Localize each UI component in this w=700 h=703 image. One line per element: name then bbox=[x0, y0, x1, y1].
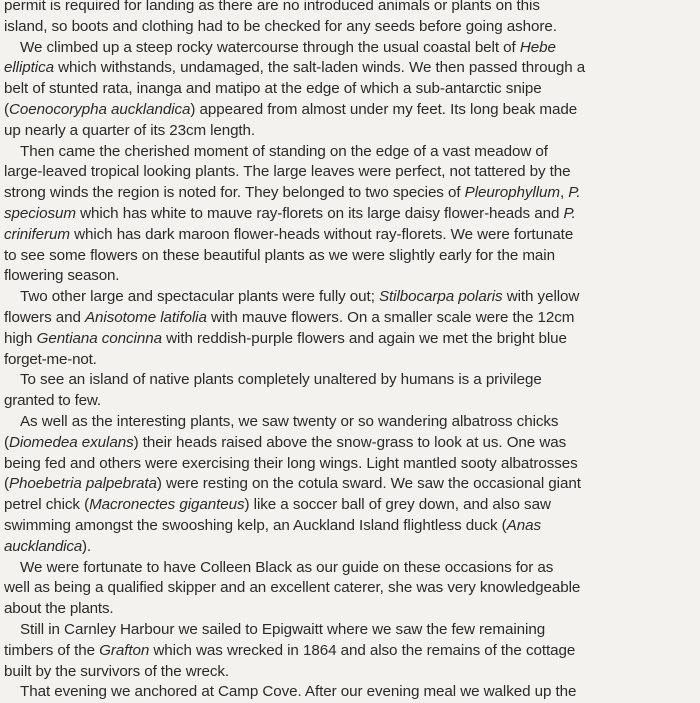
text-run: large-leaved tropical looking plants. The large leaves were perfect, not tattered by the bbox=[4, 163, 571, 181]
text-run: , bbox=[559, 184, 569, 202]
text-line bbox=[4, 516, 698, 537]
italic-text: aucklandica bbox=[4, 537, 82, 555]
text-line bbox=[4, 183, 698, 204]
text-run: up nearly a quarter of its 23cm length. bbox=[4, 121, 256, 139]
text-run: ) appeared from almost under my feet. Its long beak made bbox=[190, 100, 578, 118]
text-run: with reddish-purple flowers and again we met the bright blue bbox=[161, 329, 567, 347]
text-line bbox=[4, 412, 698, 433]
italic-text: Stilbocarpa polaris bbox=[378, 288, 503, 306]
italic-text: Phoebetria palpebrata bbox=[8, 475, 157, 493]
italic-text: Diomedea exulans bbox=[8, 433, 134, 451]
text-line bbox=[4, 391, 698, 412]
italic-text: Gentiana concinna bbox=[36, 329, 162, 347]
text-line bbox=[4, 308, 698, 329]
text-line bbox=[4, 474, 698, 495]
text-line bbox=[4, 495, 698, 516]
text-run: Then came the cherished moment of standing on the edge of a vast meadow of bbox=[20, 142, 548, 160]
italic-text: Pleurophyllum bbox=[464, 184, 560, 202]
text-run: which has dark maroon flower-heads without ray-florets. We were fortunate bbox=[69, 225, 574, 243]
text-line bbox=[4, 370, 698, 391]
italic-text: P. bbox=[568, 184, 581, 202]
text-run: being fed and others were exercising their long wings. Light mantled sooty albatrosses bbox=[4, 454, 578, 472]
text-run: That evening we anchored at Camp Cove. After our evening meal we walked up the bbox=[20, 683, 577, 701]
text-line bbox=[4, 79, 698, 100]
text-line bbox=[4, 266, 698, 287]
text-line bbox=[4, 100, 698, 121]
text-run: high bbox=[4, 329, 37, 347]
text-line bbox=[4, 142, 698, 163]
text-line bbox=[4, 350, 698, 371]
text-line bbox=[4, 682, 698, 703]
text-run: flowers and bbox=[4, 308, 85, 326]
para-albatross bbox=[4, 412, 698, 558]
text-line bbox=[4, 204, 698, 225]
text-run: with yellow bbox=[502, 288, 580, 306]
para-camp-cove bbox=[4, 682, 698, 703]
text-run: ( bbox=[4, 475, 9, 493]
text-line bbox=[4, 329, 698, 350]
text-run: ) like a soccer ball of grey down, and also saw bbox=[244, 496, 551, 514]
para-permit bbox=[4, 0, 698, 38]
text-run: island, so boots and clothing had to be checked for any seeds before going ashore. bbox=[4, 17, 557, 35]
italic-text: Macronectes giganteus bbox=[89, 496, 245, 514]
para-native-island bbox=[4, 370, 698, 412]
text-line bbox=[4, 662, 698, 683]
text-line bbox=[4, 225, 698, 246]
text-run: strong winds the region is noted for. They belonged to two species of bbox=[4, 184, 465, 202]
italic-text: P. bbox=[563, 204, 576, 222]
text-line bbox=[4, 558, 698, 579]
text-run: well as being a qualified skipper and an excellent caterer, she was very knowledgeable bbox=[4, 579, 581, 597]
text-run: swimming amongst the swooshing kelp, an Auckland Island flightless duck ( bbox=[4, 516, 507, 534]
body-text bbox=[4, 0, 698, 703]
text-line bbox=[4, 287, 698, 308]
italic-text: Anas bbox=[506, 516, 541, 534]
para-spectacular-plants bbox=[4, 287, 698, 370]
italic-text: Grafton bbox=[99, 641, 150, 659]
text-run: To see an island of native plants completely unaltered by humans is a privilege bbox=[20, 371, 542, 389]
text-run: belt of stunted rata, inanga and matipo at the edge of which a sub-antarctic snipe bbox=[4, 80, 542, 98]
text-line bbox=[4, 454, 698, 475]
text-run: ( bbox=[4, 100, 9, 118]
text-line bbox=[4, 121, 698, 142]
text-run: petrel chick ( bbox=[4, 496, 90, 514]
text-run: about the plants. bbox=[4, 600, 114, 618]
text-run: We climbed up a steep rocky watercourse through the usual coastal belt of bbox=[20, 38, 520, 56]
text-line bbox=[4, 162, 698, 183]
text-line bbox=[4, 17, 698, 38]
text-run: Two other large and spectacular plants were fully out; bbox=[20, 288, 379, 306]
text-line bbox=[4, 433, 698, 454]
text-line bbox=[4, 537, 698, 558]
para-watercourse bbox=[4, 38, 698, 142]
text-line bbox=[4, 58, 698, 79]
para-meadow bbox=[4, 142, 698, 288]
text-run: to see some flowers on these beautiful plants as we were slightly early for the main bbox=[4, 246, 555, 264]
text-run: granted to few. bbox=[4, 392, 101, 410]
text-run: ) their heads raised above the snow-grass to look at us. One was bbox=[133, 433, 567, 451]
text-line bbox=[4, 578, 698, 599]
text-line bbox=[4, 620, 698, 641]
text-run: As well as the interesting plants, we saw twenty or so wandering albatross chicks bbox=[20, 412, 559, 430]
text-run: permit is required for landing as there are no introduced animals or plants on this bbox=[4, 0, 540, 14]
text-run: which has white to mauve ray-florets on its large daisy flower-heads and bbox=[75, 204, 564, 222]
para-epigwaitt bbox=[4, 620, 698, 682]
text-run: which was wrecked in 1864 and also the remains of the cottage bbox=[149, 641, 576, 659]
italic-text: Coenocorypha aucklandica bbox=[8, 100, 191, 118]
italic-text: Anisotome latifolia bbox=[85, 308, 207, 326]
text-run: ). bbox=[81, 537, 91, 555]
text-run: ) were resting on the cotula sward. We saw the occasional giant bbox=[156, 475, 581, 493]
italic-text: Hebe bbox=[519, 38, 556, 56]
text-run: We were fortunate to have Colleen Black as our guide on these occasions for as bbox=[20, 558, 554, 576]
italic-text: speciosum bbox=[4, 204, 76, 222]
text-line bbox=[4, 38, 698, 59]
text-run: with mauve flowers. On a smaller scale were the 12cm bbox=[206, 308, 575, 326]
italic-text: criniferum bbox=[4, 225, 70, 243]
para-guide bbox=[4, 558, 698, 620]
text-run: forget-me-not. bbox=[4, 350, 97, 368]
text-line bbox=[4, 641, 698, 662]
text-line bbox=[4, 0, 698, 17]
text-run: flowering season. bbox=[4, 267, 120, 285]
text-run: Still in Carnley Harbour we sailed to Epigwaitt where we saw the few remaining bbox=[20, 620, 546, 638]
text-run: built by the survivors of the wreck. bbox=[4, 662, 229, 680]
text-line bbox=[4, 599, 698, 620]
text-line bbox=[4, 246, 698, 267]
text-run: ( bbox=[4, 433, 9, 451]
text-run: timbers of the bbox=[4, 641, 100, 659]
italic-text: elliptica bbox=[4, 59, 54, 77]
text-run: which withstands, undamaged, the salt-laden winds. We then passed through a bbox=[54, 59, 586, 77]
